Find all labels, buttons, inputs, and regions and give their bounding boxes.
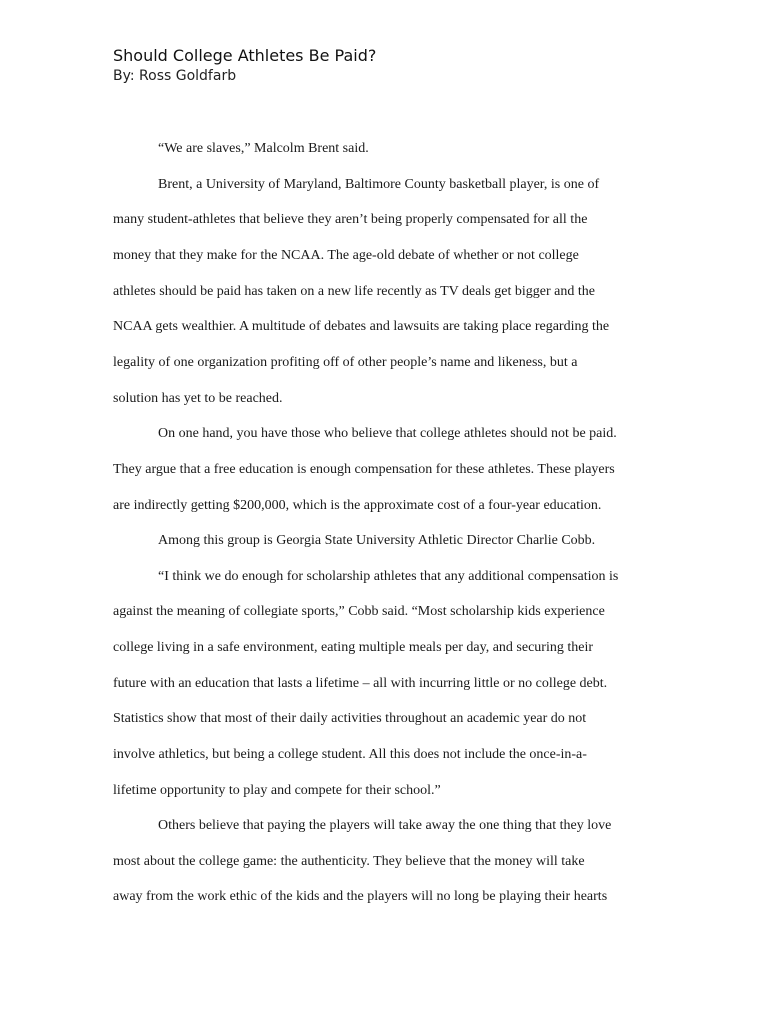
text-line: are indirectly getting $200,000, which is the approximate cost of a four-year education. <box>113 498 602 513</box>
document-title: Should College Athletes Be Paid? <box>113 46 377 65</box>
text-line: Others believe that paying the players will take away the one thing that they love <box>158 818 612 833</box>
text-line: lifetime opportunity to play and compete for their school.” <box>113 783 441 798</box>
text-line: On one hand, you have those who believe that college athletes should not be paid. <box>158 426 617 441</box>
text-line: Among this group is Georgia State University Athletic Director Charlie Cobb. <box>158 533 596 548</box>
text-line: most about the college game: the authenticity. They believe that the money will take <box>113 854 585 869</box>
text-line: involve athletics, but being a college student. All this does not include the once-in-a- <box>113 747 587 762</box>
text-line: away from the work ethic of the kids and the players will no long be playing their hearts <box>113 889 608 904</box>
text-line: money that they make for the NCAA. The age-old debate of whether or not college <box>113 248 579 263</box>
text-line: Statistics show that most of their daily activities throughout an academic year do not <box>113 711 587 726</box>
text-line: college living in a safe environment, eating multiple meals per day, and securing their <box>113 640 593 655</box>
text-line: legality of one organization profiting off of other people’s name and likeness, but a <box>113 355 578 370</box>
text-line: “I think we do enough for scholarship athletes that any additional compensation is <box>158 569 619 584</box>
text-line: athletes should be paid has taken on a new life recently as TV deals get bigger and the <box>113 284 595 299</box>
text-line: solution has yet to be reached. <box>113 391 283 406</box>
text-line: They argue that a free education is enough compensation for these athletes. These players <box>113 462 615 477</box>
text-line: many student-athletes that believe they aren’t being properly compensated for all the <box>113 212 588 227</box>
text-line: “We are slaves,” Malcolm Brent said. <box>158 141 369 156</box>
text-line: Brent, a University of Maryland, Baltimore County basketball player, is one of <box>158 177 600 192</box>
document-byline: By: Ross Goldfarb <box>113 68 237 84</box>
text-line: NCAA gets wealthier. A multitude of debates and lawsuits are taking place regarding the <box>113 319 610 334</box>
text-line: against the meaning of collegiate sports,” Cobb said. “Most scholarship kids experience <box>113 604 605 619</box>
text-line: future with an education that lasts a lifetime – all with incurring little or no college debt. <box>113 676 608 691</box>
